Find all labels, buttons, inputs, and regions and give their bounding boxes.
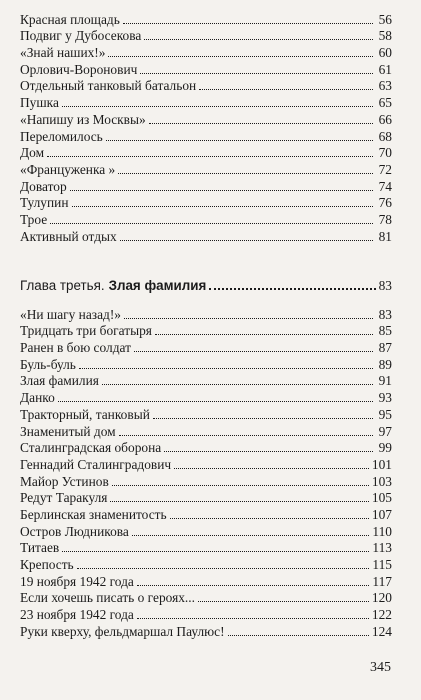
toc-list-part-a [20, 10, 392, 244]
toc-entry-title: Отдельный танковый батальон [20, 78, 197, 94]
toc-dot-leader [79, 367, 373, 369]
toc-entry [20, 388, 392, 405]
toc-entry [20, 355, 392, 372]
toc-entry-page-number: 115 [372, 557, 392, 572]
toc-entry-title: Пушка [20, 95, 59, 111]
toc-entry-page-number: 113 [372, 540, 392, 556]
toc-entry [20, 93, 392, 110]
toc-dot-leader [153, 417, 373, 419]
toc-entry-title: Тракторный, танковый [20, 406, 150, 422]
toc-dot-leader [77, 567, 370, 569]
toc-entry-page-number: 58 [378, 28, 392, 44]
toc-entry-title: 19 ноября 1942 года [20, 573, 134, 589]
toc-dot-leader [228, 634, 369, 636]
toc-entry-title: Тридцать три богатыря [20, 323, 152, 339]
toc-entry [20, 439, 392, 456]
toc-entry-title: Крепость [20, 557, 74, 572]
toc-entry-title: Доватор [20, 178, 67, 194]
toc-list-part-b [20, 305, 392, 639]
toc-entry-page-number: 78 [378, 211, 392, 227]
toc-entry-title: «Напишу из Москвы» [20, 111, 146, 127]
toc-entry-page-number: 61 [378, 61, 392, 77]
toc-dot-leader [174, 467, 369, 469]
toc-entry-page-number: 85 [378, 323, 392, 339]
toc-entry-title: Титаев [20, 540, 60, 556]
toc-entry-page-number: 99 [378, 440, 392, 456]
toc-dot-leader [119, 434, 373, 436]
toc-dot-leader [120, 239, 373, 241]
toc-entry [20, 160, 392, 177]
toc-entry-page-number: 105 [371, 490, 392, 506]
toc-entry-title: «Ни шагу назад!» [20, 306, 121, 322]
toc-entry-page-number: 65 [378, 95, 392, 111]
toc-dot-leader [132, 534, 370, 536]
toc-dot-leader [106, 139, 373, 141]
toc-dot-leader [62, 550, 369, 552]
toc-entry-page-number: 72 [378, 161, 392, 177]
toc-entry [20, 322, 392, 339]
toc-entry [20, 177, 392, 194]
toc-dot-leader [110, 500, 368, 502]
toc-entry [20, 27, 392, 44]
toc-dot-leader [124, 317, 373, 319]
toc-entry [20, 505, 392, 522]
toc-entry [20, 622, 392, 639]
toc-dot-leader [50, 222, 373, 224]
toc-dot-leader [155, 333, 373, 335]
toc-entry [20, 227, 392, 244]
chapter-heading [20, 275, 392, 293]
toc-entry-title: «Знай наших!» [20, 45, 106, 61]
toc-entry-page-number: 89 [378, 356, 392, 372]
toc-entry-page-number: 66 [378, 111, 392, 127]
toc-entry [20, 194, 392, 211]
toc-entry-title: Остров Людникова [20, 523, 129, 539]
toc-entry-title: Злая фамилия [20, 373, 99, 389]
toc-entry-page-number: 74 [378, 178, 392, 194]
toc-entry-page-number: 107 [371, 506, 392, 522]
toc-entry [20, 43, 392, 60]
toc-entry-page-number: 56 [378, 11, 392, 27]
toc-dot-leader [70, 189, 373, 191]
toc-entry-title: Руки кверху, фельдмаршал Паулюс! [20, 623, 225, 639]
toc-entry [20, 472, 392, 489]
toc-entry [20, 338, 392, 355]
folio-page-number: 345 [370, 660, 391, 675]
toc-entry-title: Майор Устинов [20, 473, 109, 489]
toc-entry-page-number: 91 [378, 373, 392, 389]
toc-entry-title: Активный отдых [20, 228, 117, 244]
toc-dot-leader [199, 88, 373, 90]
toc-entry-title: Трое [20, 211, 48, 227]
toc-entry-page-number: 95 [378, 406, 392, 422]
toc-dot-leader [108, 55, 373, 57]
toc-entry-title: Сталинградская оборона [20, 440, 162, 456]
toc-dot-leader [118, 172, 373, 174]
toc-entry [20, 522, 392, 539]
toc-entry-page-number: 63 [378, 78, 392, 94]
toc-dot-leader [102, 383, 373, 385]
toc-entry-title: Тулупин [20, 195, 69, 211]
toc-dot-leader [112, 484, 369, 486]
toc-dot-leader [149, 122, 373, 124]
toc-entry-page-number: 83 [378, 306, 392, 322]
toc-entry-page-number: 122 [371, 607, 392, 623]
toc-entry-page-number: 70 [378, 145, 392, 161]
toc-entry [20, 110, 392, 127]
toc-dot-leader [62, 105, 373, 107]
toc-entry-title: Если хочешь писать о героях... [20, 590, 195, 606]
toc-entry [20, 144, 392, 161]
toc-entry-page-number: 120 [371, 590, 392, 606]
toc-entry-title: Дом [20, 145, 45, 161]
toc-entry [20, 455, 392, 472]
toc-entry [20, 405, 392, 422]
toc-entry-title: Геннадий Сталинградович [20, 456, 172, 472]
toc-entry-page-number: 93 [378, 390, 392, 406]
chapter-title: Злая фамилия [108, 278, 207, 293]
toc-entry-page-number: 97 [378, 423, 392, 439]
toc-entry [20, 210, 392, 227]
toc-dot-leader [47, 155, 373, 157]
toc-entry [20, 555, 392, 572]
toc-entry-title: «Француженка » [20, 161, 116, 177]
toc-entry [20, 539, 392, 556]
toc-entry-title: 23 ноября 1942 года [20, 607, 134, 623]
toc-entry-title: Переломилось [20, 128, 103, 144]
toc-dot-leader [144, 38, 373, 40]
toc-entry [20, 489, 392, 506]
toc-dot-leader [140, 72, 373, 74]
toc-entry-page-number: 81 [378, 228, 392, 244]
toc-entry-title: Редут Таракуля [20, 490, 108, 506]
toc-entry-title: Ранен в бою солдат [20, 340, 131, 356]
toc-entry-page-number: 87 [378, 340, 392, 356]
toc-entry-page-number: 68 [378, 128, 392, 144]
toc-entry [20, 422, 392, 439]
toc-entry-title: Подвиг у Дубосекова [20, 28, 142, 44]
toc-entry [20, 60, 392, 77]
toc-dot-leader [123, 22, 373, 24]
toc-entry-page-number: 124 [371, 623, 392, 639]
chapter-page-number: 83 [378, 278, 392, 293]
chapter-prefix: Глава третья. [20, 278, 105, 293]
toc-entry-page-number: 76 [378, 195, 392, 211]
toc-entry [20, 127, 392, 144]
toc-entry-title: Берлинская знаменитость [20, 506, 167, 522]
toc-dot-leader [170, 517, 369, 519]
toc-entry-title: Знаменитый дом [20, 423, 116, 439]
toc-entry-title: Красная площадь [20, 11, 120, 27]
toc-entry-page-number: 103 [371, 473, 392, 489]
toc-dot-leader [134, 350, 373, 352]
toc-entry-title: Буль-буль [20, 356, 76, 372]
toc-dot-leader [58, 400, 373, 402]
toc-entry [20, 605, 392, 622]
toc-dot-leader [72, 205, 374, 207]
toc-entry [20, 572, 392, 589]
toc-entry-page-number: 101 [371, 456, 392, 472]
toc-entry [20, 589, 392, 606]
toc-entry [20, 10, 392, 27]
chapter-dot-leader [209, 287, 375, 290]
toc-dot-leader [137, 617, 369, 619]
toc-entry-title: Орлович-Воронович [20, 61, 138, 77]
toc-dot-leader [137, 584, 370, 586]
toc-entry-title: Данко [20, 390, 55, 406]
toc-entry [20, 372, 392, 389]
toc-entry-page-number: 60 [378, 45, 392, 61]
toc-entry-page-number: 110 [372, 523, 392, 539]
toc-dot-leader [198, 600, 369, 602]
toc-entry-page-number: 117 [372, 573, 392, 589]
toc-dot-leader [164, 450, 373, 452]
toc-entry [20, 305, 392, 322]
toc-entry [20, 77, 392, 94]
